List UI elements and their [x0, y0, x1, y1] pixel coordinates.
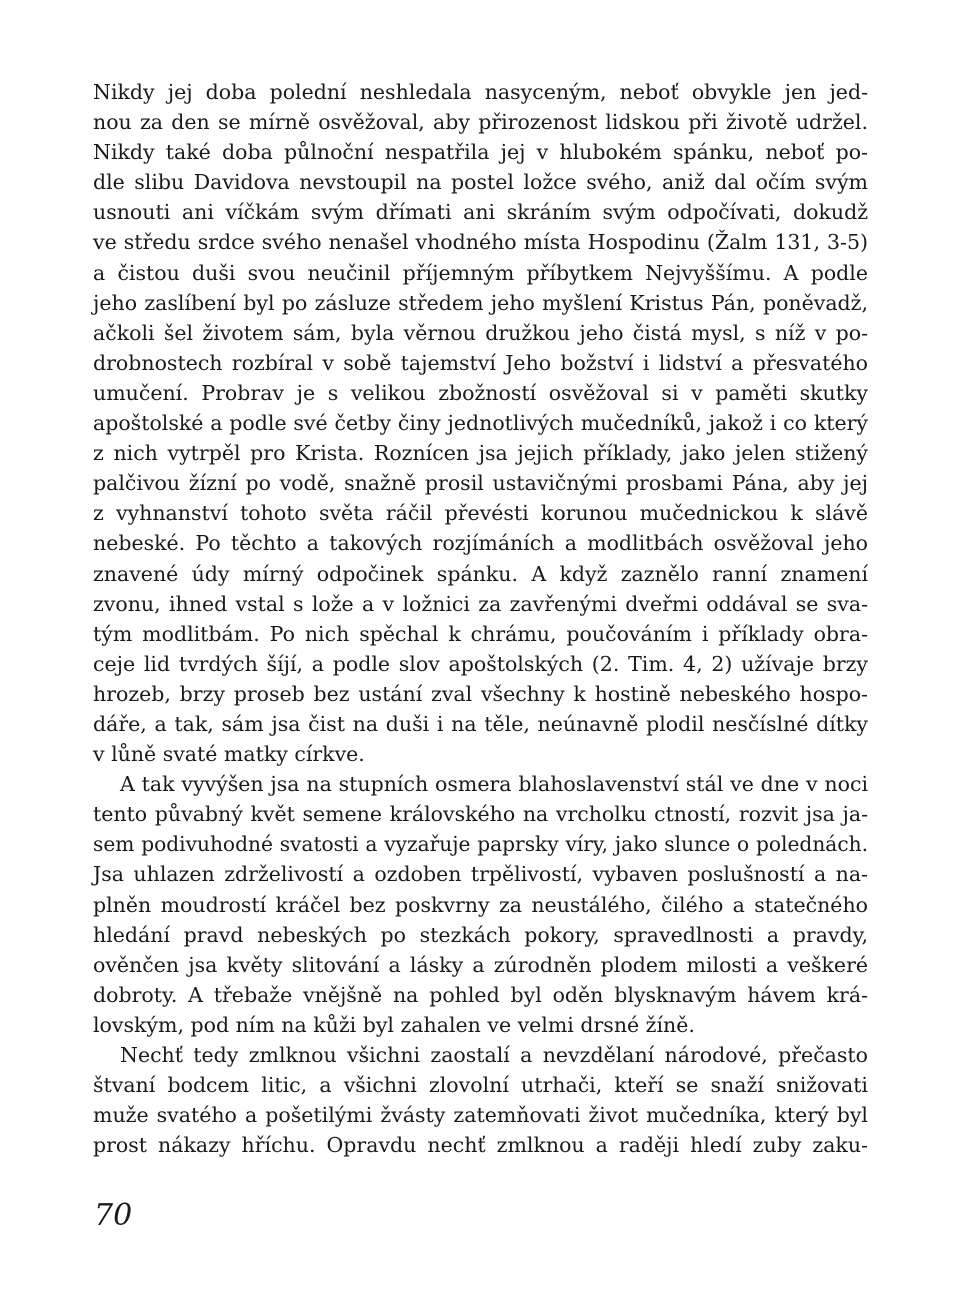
text-line: apoštolské a podle své četby činy jednotlivých mučedníků, jakož i co který — [93, 411, 868, 436]
text-line: tým modlitbám. Po nich spěchal k chrámu, poučováním i příklady obra- — [93, 621, 868, 646]
text-line: ověnčen jsa květy slitování a lásky a zúrodněn plodem milosti a veškeré — [93, 952, 868, 977]
text-line: muže svatého a pošetilými žvásty zatemňovati život mučedníka, který byl — [93, 1103, 868, 1128]
text-line: A tak vyvýšen jsa na stupních osmera blahoslavenství stál ve dne v noci — [120, 772, 868, 797]
text-line: v lůně svaté matky církve. — [93, 742, 365, 767]
text-line: umučení. Probrav je s velikou zbožností osvěžoval si v paměti skutky — [93, 380, 868, 405]
text-line: drobnostech rozbíral v sobě tajemství Jeho božství i lidství a přesvatého — [93, 350, 868, 375]
text-line: tento půvabný květ semene královského na vrcholku ctností, rozvit jsa ja- — [93, 802, 868, 827]
text-line: znavené údy mírný odpočinek spánku. A když zaznělo ranní znamení — [93, 561, 868, 586]
paragraph — [93, 1040, 868, 1160]
text-line: ve středu srdce svého nenašel vhodného místa Hospodinu (Žalm 131, 3-5) — [93, 230, 868, 255]
text-line: Nechť tedy zmlknou všichni zaostalí a nevzdělaní národové, přečasto — [120, 1043, 868, 1067]
text-line: zvonu, ihned vstal s lože a v ložnici za zavřenými dveřmi oddával se sva- — [93, 591, 868, 616]
text-line: ačkoli šel životem sám, byla věrnou družkou jeho čistá mysl, s níž v po- — [93, 320, 868, 345]
text-line: z vyhnanství tohoto světa ráčil převésti korunou mučednickou k slávě — [93, 501, 868, 526]
text-line: ceje lid tvrdých šíjí, a podle slov apoštolských (2. Tim. 4, 2) užívaje brzy — [93, 651, 868, 676]
text-line: lovským, pod ním na kůži byl zahalen ve velmi drsné žíně. — [93, 1012, 695, 1037]
text-line: Nikdy jej doba polední neshledala nasyceným, neboť obvykle jen jed- — [93, 80, 868, 104]
body-text — [93, 77, 868, 1160]
text-line: usnouti ani víčkám svým dřímati ani skráním svým odpočívati, dokudž — [93, 200, 868, 225]
text-line: Nikdy také doba půlnoční nespatřila jej v hlubokém spánku, neboť po- — [93, 140, 868, 165]
text-line: z nich vytrpěl pro Krista. Roznícen jsa jejich příklady, jako jelen stižený — [93, 441, 868, 466]
text-line: dáře, a tak, sám jsa čist na duši i na těle, neúnavně plodil nesčíslné dítky — [93, 711, 868, 736]
text-line: Jsa uhlazen zdrželivostí a ozdoben trpělivostí, vybaven poslušností a na- — [93, 862, 868, 887]
text-line: jeho zaslíbení byl po zásluze středem jeho myšlení Kristus Pán, poněvadž, — [93, 290, 868, 315]
text-line: plněn moudrostí kráčel bez poskvrny za neustálého, čilého a statečného — [93, 892, 868, 917]
text-line: hledání pravd nebeských po stezkách pokory, spravedlnosti a pravdy, — [93, 922, 868, 947]
text-line: dle slibu Davidova nevstoupil na postel ložce svého, aniž dal očím svým — [93, 170, 868, 195]
paragraph — [93, 769, 868, 1040]
paragraph — [93, 77, 868, 769]
text-line: sem podivuhodné svatosti a vyzařuje paprsky víry, jako slunce o polednách. — [93, 832, 868, 857]
text-line: nou za den se mírně osvěžoval, aby přirozenost lidskou při životě udržel. — [93, 110, 868, 135]
text-line: štvaní bodcem litic, a všichni zlovolní utrhači, kteří se snaží snižovati — [93, 1073, 868, 1098]
text-line: prost nákazy hříchu. Opravdu nechť zmlknou a raději hledí zuby zaku- — [93, 1133, 868, 1158]
text-line: a čistou duši svou neučinil příjemným příbytkem Nejvyššímu. A podle — [93, 260, 868, 285]
text-line: hrozeb, brzy proseb bez ustání zval všechny k hostině nebeského hospo- — [93, 681, 868, 706]
text-line: nebeské. Po těchto a takových rozjímáních a modlitbách osvěžoval jeho — [93, 531, 868, 556]
page-number: 70 — [94, 1198, 133, 1233]
text-line: palčivou žízní po vodě, snažně prosil ustavičnými prosbami Pána, aby jej — [93, 471, 868, 496]
text-line: dobroty. A třebaže vnějšně na pohled byl oděn blysknavým hávem krá- — [93, 982, 868, 1007]
